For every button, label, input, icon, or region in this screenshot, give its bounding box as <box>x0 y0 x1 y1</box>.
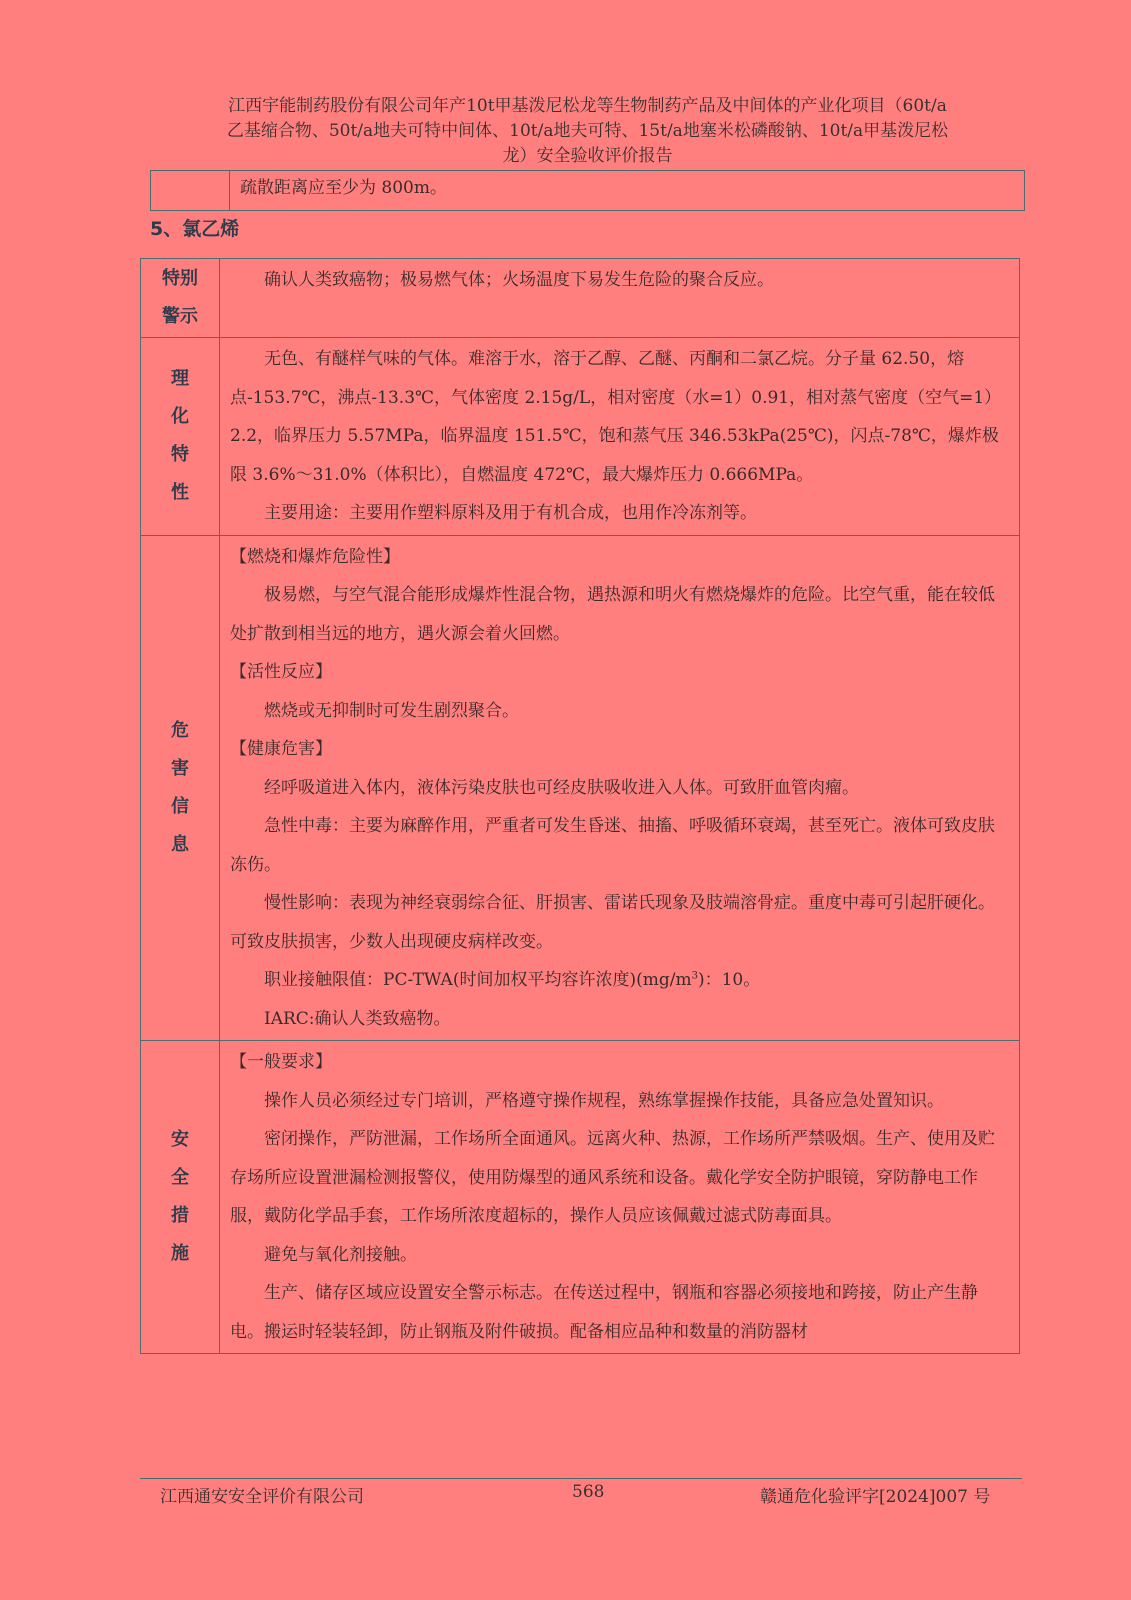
label-properties <box>141 338 220 536</box>
table-row-hazards <box>141 535 1020 1041</box>
label-char: 害 <box>171 757 189 779</box>
table-row-safety <box>141 1041 1020 1354</box>
header-title-line3: 龙）安全验收评价报告 <box>502 146 673 166</box>
previous-table-fragment <box>150 171 1025 211</box>
label-char: 理 <box>171 368 189 390</box>
table-row-properties <box>141 338 1020 536</box>
label-char: 安 <box>171 1129 189 1150</box>
fragment-text: 疏散距离应至少为 800m。 <box>240 178 447 198</box>
label-char: 信 <box>171 795 189 817</box>
label-char: 性 <box>171 482 189 504</box>
hazard-paragraph: IARC:确认人类致癌物。 <box>264 1008 451 1029</box>
table-row-warning <box>141 259 1020 338</box>
header-title-line1: 江西宇能制药股份有限公司年产10t甲基泼尼松龙等生物制药产品及中间体的产业化项目（60t/a <box>228 96 947 116</box>
safety-paragraph: 避免与氧化剂接触。 <box>264 1244 417 1265</box>
footer-page-number: 568 <box>572 1482 605 1502</box>
chemical-info-table <box>140 258 1020 1354</box>
label-char: 化 <box>171 406 189 428</box>
label-char: 全 <box>171 1167 189 1188</box>
hazard-paragraph: 燃烧或无抑制时可发生剧烈聚合。 <box>264 700 519 721</box>
safety-paragraph: 密闭操作，严防泄漏，工作场所全面通风。远离火种、热源，工作场所严禁吸烟。生产、使用及贮存场所应设置泄漏检测报警仪，使用防爆型的通风系统和设备。戴化学安全防护眼镜，穿防静电工作服，戴防化学品手套，工作场所浓度超标的，操作人员应该佩戴过滤式防毒面具。 <box>230 1129 995 1226</box>
header-title-line2: 乙基缩合物、50t/a地夫可特中间体、10t/a地夫可特、15t/a地塞米松磷酸钠、10t/a甲基泼尼松 <box>226 121 949 141</box>
safety-paragraph: 操作人员必须经过专门培训，严格遵守操作规程，熟练掌握操作技能，具备应急处置知识。 <box>264 1090 944 1111</box>
footer-company: 江西通安安全评价有限公司 <box>160 1487 364 1507</box>
section-title: 5、氯乙烯 <box>150 218 240 240</box>
exposure-limit-text: 职业接触限值：PC-TWA(时间加权平均容许浓度)(mg/m <box>264 970 692 990</box>
label-char: 特 <box>171 444 189 466</box>
label-hazards <box>141 535 220 1041</box>
hazard-paragraph: 经呼吸道进入体内，液体污染皮肤也可经皮肤吸收进入人体。可致肝血管肉瘤。 <box>264 777 859 798</box>
exposure-limit-paragraph <box>230 961 1009 1000</box>
hazard-subheading: 【活性反应】 <box>230 662 332 682</box>
footer-doc-number: 赣通危化验评字[2024]007 号 <box>760 1487 991 1507</box>
properties-paragraph: 无色、有醚样气味的气体。难溶于水，溶于乙醇、乙醚、丙酮和二氯乙烷。分子量 62.50，熔点-153.7℃，沸点-13.3℃，气体密度 2.15g/L，相对密度（水=1）0.91，相对蒸气密度（空气=1）2.2，临界压力 5.57MPa，临界温度 151.5℃，饱和蒸气压 346.53kPa(25℃)，闪点-78℃，爆炸极限 3.6%～31.0%（体积比），自燃温度 472℃，最大爆炸压力 0.666MPa。 <box>230 349 1002 485</box>
superscript: 3 <box>691 970 698 982</box>
warning-text: 确认人类致癌物；极易燃气体；火场温度下易发生危险的聚合反应。 <box>264 270 774 290</box>
label-char: 警示 <box>162 306 198 327</box>
exposure-limit-value: )：10。 <box>697 970 761 990</box>
label-char: 危 <box>171 719 189 741</box>
safety-subheading: 【一般要求】 <box>230 1052 332 1072</box>
properties-content <box>220 338 1020 536</box>
label-char: 措 <box>171 1205 189 1226</box>
safety-content <box>220 1041 1020 1354</box>
hazard-paragraph: 极易燃，与空气混合能形成爆炸性混合物，遇热源和明火有燃烧爆炸的危险。比空气重，能在较低处扩散到相当远的地方，遇火源会着火回燃。 <box>230 585 995 644</box>
label-char: 施 <box>171 1243 189 1264</box>
hazards-content <box>220 535 1020 1041</box>
hazard-subheading: 【健康危害】 <box>230 739 332 759</box>
report-header <box>150 94 1025 169</box>
label-char: 特别 <box>162 268 198 289</box>
safety-paragraph: 生产、储存区域应设置安全警示标志。在传送过程中，钢瓶和容器必须接地和跨接，防止产生静电。搬运时轻装轻卸，防止钢瓶及附件破损。配备相应品种和数量的消防器材 <box>230 1283 978 1342</box>
label-safety <box>141 1041 220 1354</box>
uses-paragraph: 主要用途：主要用作塑料原料及用于有机合成，也用作冷冻剂等。 <box>264 503 757 523</box>
fragment-label-cell <box>151 171 230 210</box>
hazard-paragraph: 慢性影响：表现为神经衰弱综合征、肝损害、雷诺氏现象及肢端溶骨症。重度中毒可引起肝硬化。可致皮肤损害，少数人出现硬皮病样改变。 <box>230 893 995 952</box>
warning-content <box>220 259 1020 338</box>
footer-divider <box>140 1478 1022 1479</box>
label-char: 息 <box>171 833 189 855</box>
hazard-paragraph: 急性中毒：主要为麻醉作用，严重者可发生昏迷、抽搐、呼吸循环衰竭，甚至死亡。液体可致皮肤冻伤。 <box>230 816 995 875</box>
label-warning <box>141 259 220 338</box>
hazard-subheading: 【燃烧和爆炸危险性】 <box>230 546 400 567</box>
